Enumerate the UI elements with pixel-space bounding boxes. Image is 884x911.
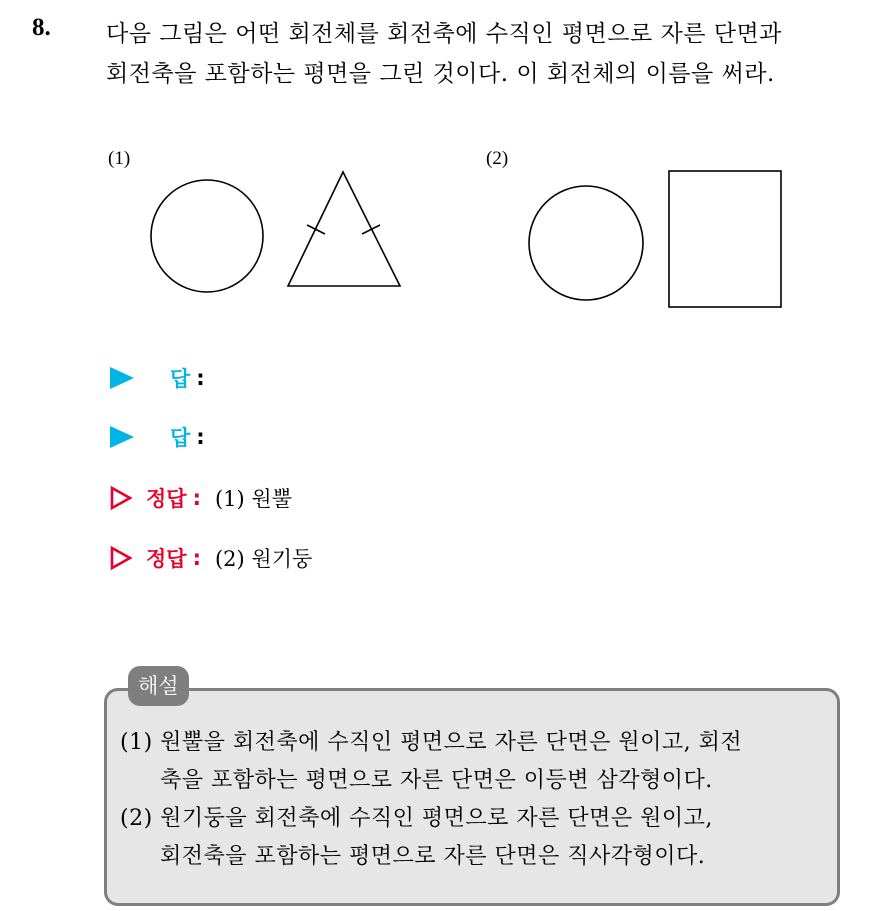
- figure-2-label: (2): [486, 148, 509, 169]
- correct-label: 정답: [146, 487, 187, 511]
- answer-colon: :: [196, 425, 205, 449]
- correct-value: (2) 원기둥: [214, 547, 313, 571]
- answer-row-1: [110, 363, 205, 393]
- figure-1-label: (1): [108, 148, 131, 169]
- explanation-item-1-line-2: 축을 포함하는 평면으로 자른 단면은 이등변 삼각형이다.: [160, 768, 713, 793]
- question-number: 8.: [32, 14, 51, 41]
- play-triangle-icon: [110, 367, 134, 389]
- answer-label: 답: [170, 367, 191, 391]
- explanation-item-1: [120, 724, 840, 800]
- question-line-2: 회전축을 포함하는 평면을 그린 것이다. 이 회전체의 이름을 써라.: [106, 61, 775, 87]
- figures-drawing: [0, 0, 884, 340]
- answer-colon: :: [196, 366, 205, 390]
- correct-row-1: [110, 483, 292, 513]
- explanation-item-2: [120, 800, 840, 876]
- explanation-title: 해설: [128, 666, 189, 706]
- play-triangle-icon: [110, 426, 134, 448]
- outline-triangle-icon: [110, 486, 132, 510]
- figure-1-circle: [151, 180, 263, 292]
- explanation-item-1-line-1: (1) 원뿔을 회전축에 수직인 평면으로 자른 단면은 원이고, 회전: [120, 730, 743, 755]
- explanation-item-2-line-2: 회전축을 포함하는 평면으로 자른 단면은 직사각형이다.: [160, 844, 706, 869]
- question-line-1: 다음 그림은 어떤 회전체를 회전축에 수직인 평면으로 자른 단면과: [106, 21, 782, 47]
- outline-triangle-icon: [110, 546, 132, 570]
- correct-label: 정답: [146, 547, 187, 571]
- figure-1-triangle: [288, 172, 400, 286]
- explanation-item-2-line-1: (2) 원기둥을 회전축에 수직인 평면으로 자른 단면은 원이고,: [120, 806, 713, 831]
- correct-colon: :: [192, 486, 201, 510]
- correct-colon: :: [192, 546, 201, 570]
- correct-value: (1) 원뿔: [214, 487, 292, 511]
- figure-2-rectangle: [669, 171, 781, 307]
- correct-row-2: [110, 543, 312, 573]
- figure-2-circle: [529, 186, 643, 300]
- answer-row-2: [110, 422, 205, 452]
- answer-label: 답: [170, 426, 191, 450]
